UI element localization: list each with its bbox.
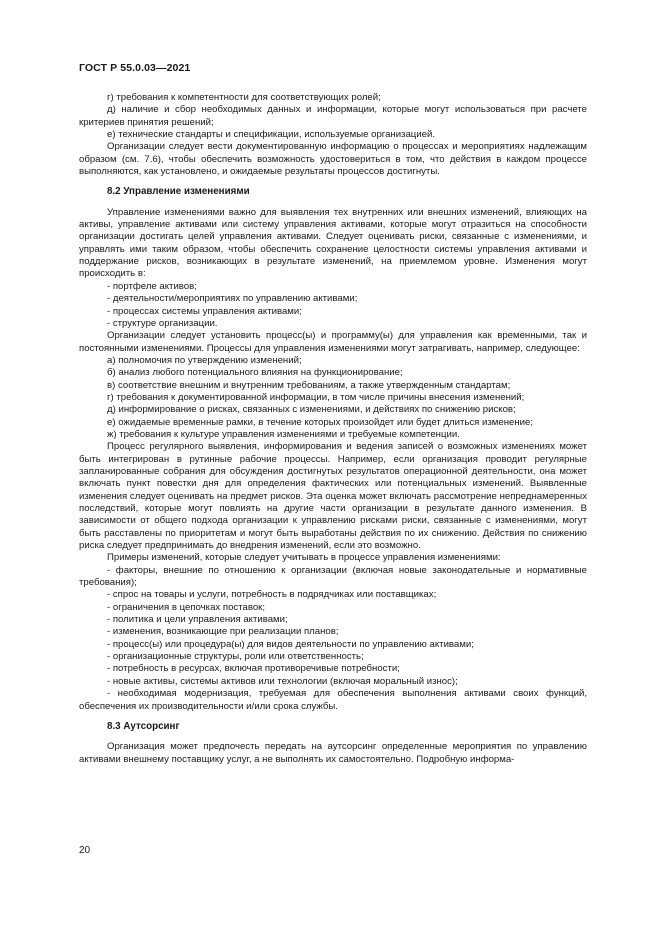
list-item: г) требования к документированной информации, в том числе причины внесения изменений;	[107, 391, 525, 403]
list-item: - новые активы, системы активов или технологии (включая моральный износ);	[107, 675, 458, 687]
list-item: - ограничения в цепочках поставок;	[107, 601, 266, 613]
list-item: а) полномочия по утверждению изменений;	[107, 354, 302, 366]
list-item: - потребность в ресурсах, включая противоречивые потребности;	[107, 663, 400, 675]
list-item: е) технические стандарты и спецификации, используемые организацией.	[107, 129, 436, 141]
list-item: - политика и цели управления активами;	[107, 614, 288, 626]
paragraph: Организация может предпочесть передать на аутсорсинг определенные мероприятия по управлению активами внешнему поставщику услуг, а не выполнять их самостоятельно. Подробную информа-	[79, 741, 587, 765]
list-item: - деятельности/мероприятиях по управлению активами;	[107, 293, 358, 305]
list-item: - процесс(ы) или процедура(ы) для видов деятельности по управлению активами;	[107, 638, 474, 650]
list-item: д) наличие и сбор необходимых данных и информации, которые могут использоваться при расчете критериев принятия решений;	[79, 104, 587, 128]
list-item: - изменения, возникающие при реализации планов;	[107, 626, 339, 638]
list-item: - портфеле активов;	[107, 280, 197, 292]
document-header: ГОСТ Р 55.0.03—2021	[79, 62, 191, 74]
section-heading-8-3: 8.3 Аутсорсинг	[107, 720, 180, 732]
list-item: е) ожидаемые временные рамки, в течение которых произойдет или будет длиться изменение;	[107, 416, 533, 428]
list-item: - организационные структуры, роли или ответственность;	[107, 651, 364, 663]
list-item: - структуре организации.	[107, 317, 218, 329]
page-content	[79, 92, 587, 766]
list-item: - необходимая модернизация, требуемая для обеспечения выполнения активами своих функций, обеспечения их производительности и/или срока службы.	[79, 688, 587, 712]
list-item: - факторы, внешние по отношению к организации (включая новые законодательные и нормативные требования);	[79, 564, 587, 589]
list-item: в) соответствие внешним и внутренним требованиям, а также утвержденным стандартам;	[107, 379, 511, 391]
section-heading-8-2: 8.2 Управление изменениями	[107, 186, 250, 198]
paragraph: Организации следует установить процесс(ы) и программу(ы) для управления как временными, так и постоянными изменениями. Процессы для управления изменениями могут затрагивать, например, следующее:	[79, 330, 587, 354]
list-item: ж) требования к культуре управления изменениями и требуемые компетенции.	[107, 428, 460, 440]
paragraph: Организации следует вести документированную информацию о процессах и мероприятиях надлежащим образом (см. 7.6), чтобы обеспечить возможность удостовериться в том, что действия в каждом процессе выполняются, как установлено, и ожидаемые результаты процессов достигнуты.	[79, 141, 587, 178]
paragraph: Управление изменениями важно для выявления тех внутренних или внешних изменений, влияющих на активы, управление активами или систему управления активами, которые могут отразиться на способности организации достигать целей управления активами. Следует оценивать риски, связанные с изменениями, и управлять ими таким образом, чтобы обеспечить сохранение целостности системы управления активами и поддержание рисков, возникающих в результате изменений, на приемлемом уровне. Изменения могут происходить в:	[79, 206, 587, 280]
paragraph: Процесс регулярного выявления, информирования и ведения записей о возможных изменениях может быть интегрирован в рутинные рабочие процессы. Например, если организация проводит регулярные запланированные собрания для обсуждения достигнутых результатов операционной деятельности, она может включать пункт повестки дня для определения фактических или потенциальных изменений. Выявленные изменения следует оценивать на предмет рисков. Эта оценка может включать рассмотрение непреднамеренных последствий, которые могут повлиять на другие части организации в результате данного изменения. В зависимости от общего подхода организации к управлению рисками риски, связанные с изменениями, могут быть расставлены по приоритетам и могут быть выработаны действия по их снижению. Действия по снижению риска следует предпринимать до внедрения изменений, если это возможно.	[79, 441, 587, 552]
paragraph: Примеры изменений, которые следует учитывать в процессе управления изменениями:	[107, 552, 501, 564]
list-item: г) требования к компетентности для соответствующих ролей;	[107, 92, 381, 103]
list-item: - спрос на товары и услуги, потребность в подрядчиках или поставщиках;	[107, 589, 437, 601]
list-item: д) информирование о рисках, связанных с изменениями, и действиях по снижению рисков;	[107, 404, 516, 416]
list-item: - процессах системы управления активами;	[107, 305, 302, 317]
list-item: б) анализ любого потенциального влияния на функционирование;	[107, 367, 403, 379]
page-number: 20	[79, 845, 91, 856]
